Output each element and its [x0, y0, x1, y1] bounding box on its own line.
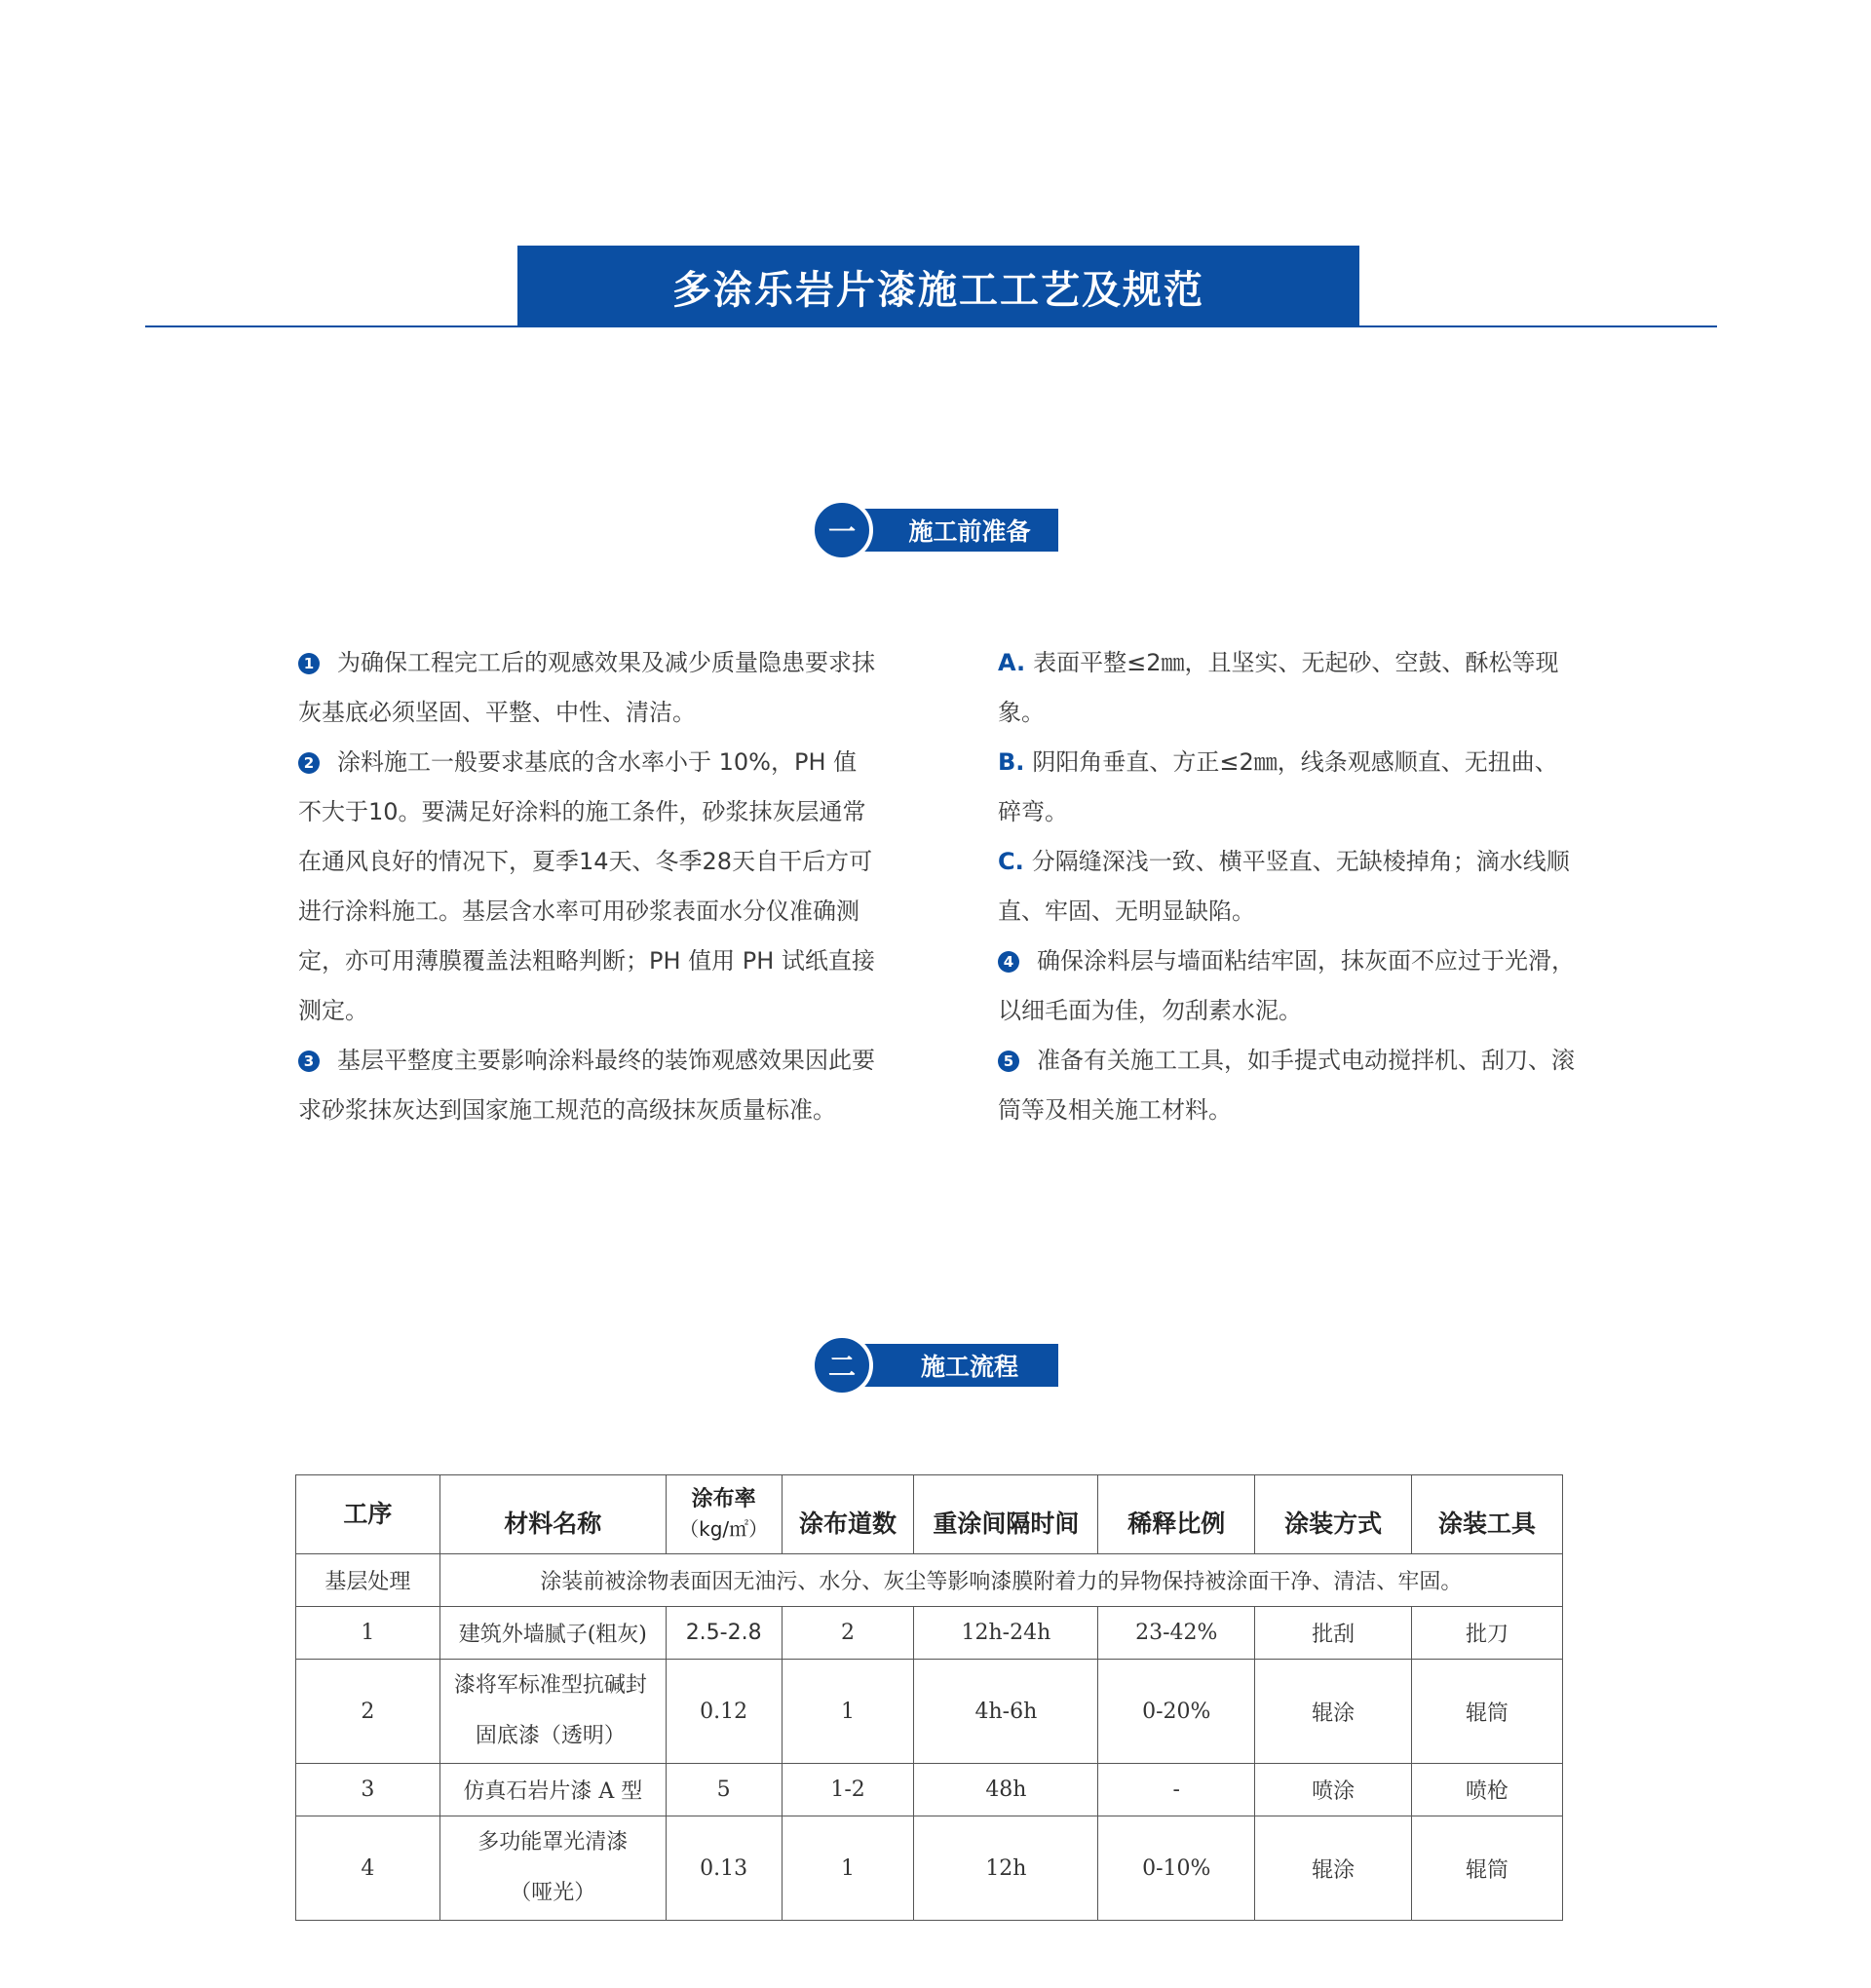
standard-a [998, 638, 1581, 738]
cell-coats: 2 [782, 1607, 914, 1660]
prep-left-column [298, 638, 877, 1135]
header-rate [666, 1475, 782, 1554]
table-row [296, 1764, 1563, 1816]
prep-item-1 [298, 638, 877, 738]
header-dilution: 稀释比例 [1098, 1475, 1255, 1554]
header-rate-unit: （kg/㎡） [679, 1517, 769, 1541]
number-badge-icon: 2 [298, 752, 320, 774]
cell-material: 建筑外墙腻子(粗灰) [439, 1607, 666, 1660]
table-row [296, 1660, 1563, 1764]
standard-a-label: A. [998, 649, 1026, 676]
header-method: 涂装方式 [1255, 1475, 1412, 1554]
section-1-header [815, 503, 1060, 557]
number-badge-icon: 3 [298, 1051, 320, 1072]
section-2-header [815, 1338, 1060, 1393]
cell-method: 辊涂 [1255, 1660, 1412, 1764]
cell-interval: 12h [914, 1816, 1098, 1921]
standard-b-text: 阴阳角垂直、方正≤2㎜，线条观感顺直、无扭曲、碎弯。 [998, 748, 1558, 825]
table-row [296, 1554, 1563, 1607]
prep-item-4 [998, 937, 1581, 1036]
cell-method: 喷涂 [1255, 1764, 1412, 1816]
header-coats: 涂布道数 [782, 1475, 914, 1554]
standard-c [998, 837, 1581, 937]
prep-item-5 [998, 1036, 1581, 1135]
standard-b-label: B. [998, 748, 1025, 776]
cell-interval: 12h-24h [914, 1607, 1098, 1660]
header-tool: 涂装工具 [1412, 1475, 1563, 1554]
number-badge-icon: 4 [998, 951, 1019, 973]
prep-item-2-text: 涂料施工一般要求基底的含水率小于 10%，PH 值不大于10。要满足好涂料的施工条件，砂浆抹灰层通常在通风良好的情况下，夏季14天、冬季28天自干后方可进行涂料施工。基层含水率可用砂浆表面水分仪准确测定，亦可用薄膜覆盖法粗略判断；PH 值用 PH 试纸直接测定。 [298, 748, 875, 1024]
cell-step: 1 [296, 1607, 440, 1660]
cell-material [439, 1816, 666, 1921]
cell-dilution: - [1098, 1764, 1255, 1816]
cell-material-line1: 漆将军标准型抗碱封 [453, 1673, 647, 1698]
cell-coats: 1 [782, 1816, 914, 1921]
cell-dilution: 23-42% [1098, 1607, 1255, 1660]
cell-step: 2 [296, 1660, 440, 1764]
cell-material-line2: 固底漆（透明） [475, 1724, 626, 1748]
prep-item-5-text: 准备有关施工工具，如手提式电动搅拌机、刮刀、滚筒等及相关施工材料。 [998, 1047, 1575, 1124]
page-title: 多涂乐岩片漆施工工艺及规范 [517, 246, 1359, 327]
prep-item-4-text: 确保涂料层与墙面粘结牢固，抹灰面不应过于光滑，以细毛面为佳，勿刮素水泥。 [998, 947, 1575, 1024]
cell-material-line2: （哑光） [510, 1881, 596, 1905]
cell-coats: 1-2 [782, 1764, 914, 1816]
section-2-number: 二 [811, 1334, 873, 1396]
prep-item-3-text: 基层平整度主要影响涂料最终的装饰观感效果因此要求砂浆抹灰达到国家施工规范的高级抹灰质量标准。 [298, 1047, 875, 1124]
cell-material: 仿真石岩片漆 A 型 [439, 1764, 666, 1816]
cell-rate: 2.5-2.8 [666, 1607, 782, 1660]
table-row [296, 1607, 1563, 1660]
cell-step: 4 [296, 1816, 440, 1921]
standard-c-label: C. [998, 848, 1024, 875]
prep-item-3 [298, 1036, 877, 1135]
cell-rate: 0.13 [666, 1816, 782, 1921]
cell-method: 辊涂 [1255, 1816, 1412, 1921]
number-badge-icon: 1 [298, 653, 320, 674]
standard-c-text: 分隔缝深浅一致、横平竖直、无缺棱掉角；滴水线顺直、牢固、无明显缺陷。 [998, 848, 1570, 925]
process-table [295, 1474, 1563, 1921]
base-note: 涂装前被涂物表面因无油污、水分、灰尘等影响漆膜附着力的异物保持被涂面干净、清洁、牢固。 [439, 1554, 1562, 1607]
cell-material [439, 1660, 666, 1764]
section-1-number: 一 [811, 499, 873, 561]
table-row [296, 1816, 1563, 1921]
cell-interval: 48h [914, 1764, 1098, 1816]
cell-tool: 辊筒 [1412, 1816, 1563, 1921]
number-badge-icon: 5 [998, 1051, 1019, 1072]
header-material: 材料名称 [439, 1475, 666, 1554]
standard-b [998, 738, 1581, 837]
cell-step: 3 [296, 1764, 440, 1816]
cell-dilution: 0-10% [1098, 1816, 1255, 1921]
prep-right-column [998, 638, 1581, 1135]
standard-a-text: 表面平整≤2㎜，且坚实、无起砂、空鼓、酥松等现象。 [998, 649, 1559, 726]
header-step: 工序 [296, 1475, 440, 1554]
cell-tool: 批刀 [1412, 1607, 1563, 1660]
section-1-title: 施工前准备 [863, 509, 1058, 552]
cell-tool: 辊筒 [1412, 1660, 1563, 1764]
prep-item-2 [298, 738, 877, 1036]
header-interval: 重涂间隔时间 [914, 1475, 1098, 1554]
base-step: 基层处理 [296, 1554, 440, 1607]
prep-item-1-text: 为确保工程完工后的观感效果及减少质量隐患要求抹灰基底必须坚固、平整、中性、清洁。 [298, 649, 875, 726]
table-header-row [296, 1475, 1563, 1554]
header-rate-label: 涂布率 [691, 1487, 756, 1511]
cell-interval: 4h-6h [914, 1660, 1098, 1764]
section-2-title: 施工流程 [863, 1344, 1058, 1387]
cell-dilution: 0-20% [1098, 1660, 1255, 1764]
cell-rate: 5 [666, 1764, 782, 1816]
cell-material-line1: 多功能罩光清漆 [477, 1830, 629, 1854]
cell-coats: 1 [782, 1660, 914, 1764]
cell-tool: 喷枪 [1412, 1764, 1563, 1816]
cell-method: 批刮 [1255, 1607, 1412, 1660]
cell-rate: 0.12 [666, 1660, 782, 1764]
